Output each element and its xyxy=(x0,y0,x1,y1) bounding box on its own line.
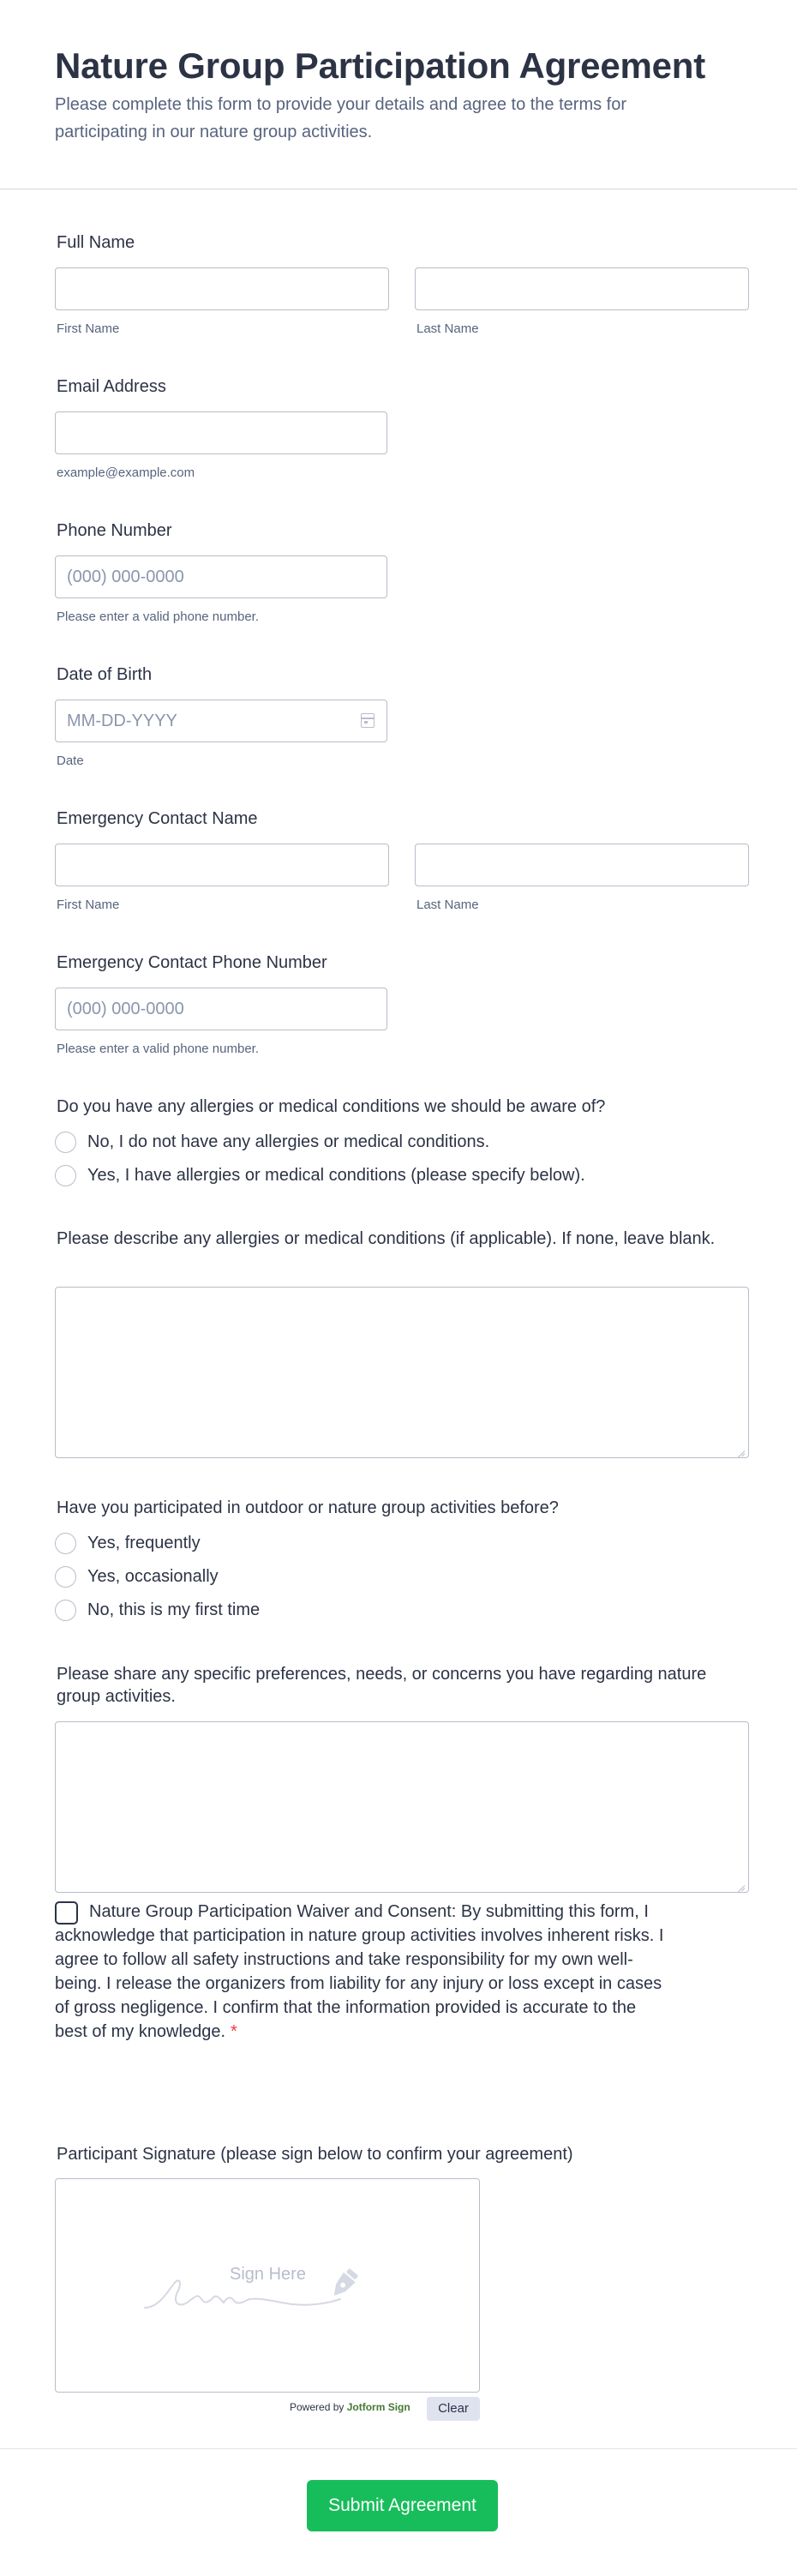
radio-button[interactable] xyxy=(55,1533,76,1554)
experience-option-label: No, this is my first time xyxy=(87,1600,261,1619)
calendar-icon[interactable] xyxy=(361,713,375,728)
last-name-input[interactable] xyxy=(415,267,749,310)
last-name-sublabel: Last Name xyxy=(416,321,479,336)
dob-sublabel: Date xyxy=(57,754,84,768)
emergency-phone-sublabel: Please enter a valid phone number. xyxy=(57,1042,259,1056)
emergency-phone-input[interactable] xyxy=(55,988,387,1030)
email-sublabel: example@example.com xyxy=(57,465,195,480)
experience-option-label: Yes, frequently xyxy=(87,1534,201,1552)
resize-handle-icon[interactable] xyxy=(737,1881,745,1888)
full-name-label: Full Name xyxy=(57,233,135,252)
powered-prefix: Powered by xyxy=(290,2401,347,2413)
waiver-text xyxy=(55,1900,672,2044)
email-label: Email Address xyxy=(57,377,166,396)
page-title: Nature Group Participation Agreement xyxy=(55,45,706,86)
required-marker: * xyxy=(231,2022,237,2041)
radio-button[interactable] xyxy=(55,1600,76,1621)
experience-option-label: Yes, occasionally xyxy=(87,1567,219,1586)
emergency-last-name-input[interactable] xyxy=(415,844,749,886)
radio-button[interactable] xyxy=(55,1566,76,1588)
preferences-textarea[interactable] xyxy=(55,1721,749,1893)
preferences-label: Please share any specific preferences, needs, or concerns you have regarding nature group activities. xyxy=(57,1665,707,1706)
emergency-phone-placeholder: (000) 000-0000 xyxy=(67,1000,184,1018)
allergies-option-label: No, I do not have any allergies or medical conditions. xyxy=(87,1132,490,1151)
radio-button[interactable] xyxy=(55,1132,76,1153)
first-name-input[interactable] xyxy=(55,267,389,310)
emergency-last-sublabel: Last Name xyxy=(416,898,479,912)
submit-button[interactable]: Submit Agreement xyxy=(307,2480,498,2531)
footer-divider xyxy=(0,2448,797,2449)
form-header xyxy=(0,0,797,189)
radio-button[interactable] xyxy=(55,1165,76,1186)
conditions-label: Please describe any allergies or medical conditions (if applicable). If none, leave blank. xyxy=(57,1229,716,1248)
phone-input[interactable] xyxy=(55,555,387,598)
emergency-first-name-input[interactable] xyxy=(55,844,389,886)
phone-sublabel: Please enter a valid phone number. xyxy=(57,609,259,624)
allergies-label: Do you have any allergies or medical conditions we should be aware of? xyxy=(57,1097,606,1116)
resize-handle-icon[interactable] xyxy=(737,1446,745,1454)
dob-label: Date of Birth xyxy=(57,665,153,684)
conditions-textarea[interactable] xyxy=(55,1287,749,1458)
allergies-option-label: Yes, I have allergies or medical conditions (please specify below). xyxy=(87,1166,585,1185)
experience-label: Have you participated in outdoor or nature group activities before? xyxy=(57,1498,559,1517)
phone-placeholder: (000) 000-0000 xyxy=(67,567,184,586)
signature-placeholder: Sign Here xyxy=(230,2265,306,2284)
phone-label: Phone Number xyxy=(57,521,172,540)
clear-signature-button[interactable]: Clear xyxy=(427,2397,480,2421)
waiver-body: Nature Group Participation Waiver and Consent: By submitting this form, I acknowledge that participation in nature group activities involves inherent risks. I agree to follow all safety instructions and take responsibility for my own well-being. I release the organizers from liability for any injury or loss except in cases of gross negligence. I confirm that the information provided is accurate to the best of my knowledge. xyxy=(55,1902,664,2041)
emergency-first-sublabel: First Name xyxy=(57,898,120,912)
email-input[interactable] xyxy=(55,411,387,454)
emergency-name-label: Emergency Contact Name xyxy=(57,809,258,828)
jotform-sign-link[interactable]: Jotform Sign xyxy=(346,2401,410,2413)
dob-input[interactable] xyxy=(55,700,387,742)
powered-by-text xyxy=(290,2401,410,2413)
signature-label: Participant Signature (please sign below to confirm your agreement) xyxy=(57,2145,573,2164)
dob-placeholder: MM-DD-YYYY xyxy=(67,712,177,730)
emergency-phone-label: Emergency Contact Phone Number xyxy=(57,953,327,972)
page-subtitle: Please complete this form to provide your details and agree to the terms for participating in our nature group activities. xyxy=(55,95,627,141)
first-name-sublabel: First Name xyxy=(57,321,120,336)
signature-pad[interactable] xyxy=(55,2178,480,2393)
